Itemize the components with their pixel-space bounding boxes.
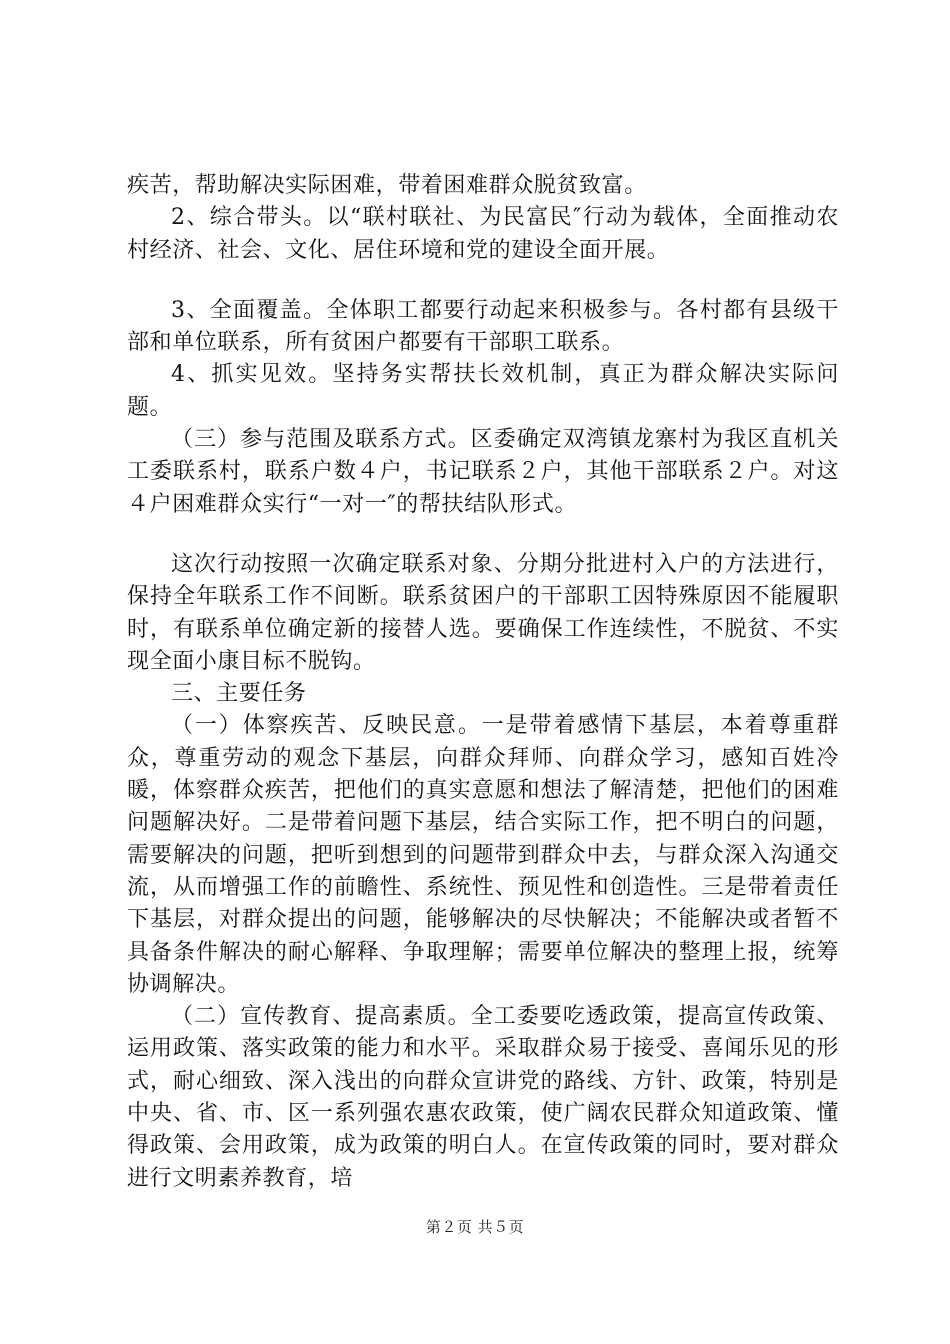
section-heading-main-tasks: 三、主要任务 bbox=[171, 681, 307, 707]
paragraph-action-method: 这次行动按照一次确定联系对象、分期分批进村入户的方法进行，保持全年联系工作不间断。联系贫困户的干部职工因特殊原因不能履职时，有联系单位确定新的接替人选。要确保工作连续性，不脱贫、不实现全面小康目标不脱钩。 bbox=[127, 551, 839, 674]
paragraph-continuation: 疾苦，帮助解决实际困难，带着困难群众脱贫致富。 bbox=[127, 173, 647, 198]
paragraph-item-3: 3、全面覆盖。全体职工都要行动起来积极参与。各村都有县级干部和单位联系，所有贫困户都要有干部职工联系。 bbox=[127, 297, 839, 356]
page-footer: 第２页 共５页 bbox=[425, 1218, 525, 1236]
paragraph-task-1: （一）体察疾苦、反映民意。一是带着感情下基层，本着尊重群众，尊重劳动的观念下基层，向群众拜师、向群众学习，感知百姓冷暖，体察群众疾苦，把他们的真实意愿和想法了解清楚，把他们的困难问题解决好。二是带着问题下基层，结合实际工作，把不明白的问题，需要解决的问题，把听到想到的问题带到群众中去，与群众深入沟通交流，从而增强工作的前瞻性、系统性、预见性和创造性。三是带着责任下基层，对群众提出的问题，能够解决的尽快解决；不能解决或者暂不具备条件解决的耐心解释、争取理解；需要单位解决的整理上报，统筹协调解决。 bbox=[127, 713, 839, 997]
paragraph-section-3-scope: （三）参与范围及联系方式。区委确定双湾镇龙寨村为我区直机关工委联系村，联系户数４户，书记联系２户，其他干部联系２户。对这４户困难群众实行“一对一″的帮扶结队形式。 bbox=[127, 427, 839, 517]
paragraph-item-2: 2、综合带头。以“联村联社、为民富民″行动为载体，全面推动农村经济、社会、文化、居住环境和党的建设全面开展。 bbox=[127, 205, 839, 263]
document-body bbox=[127, 170, 839, 1195]
paragraph-item-4: 4、抓实见效。坚持务实帮扶长效机制，真正为群众解决实际问题。 bbox=[127, 362, 839, 420]
paragraph-task-2: （二）宣传教育、提高素质。全工委要吃透政策，提高宣传政策、运用政策、落实政策的能力和水平。采取群众易于接受、喜闻乐见的形式，耐心细致、深入浅出的向群众宣讲党的路线、方针、政策，特别是中央、省、市、区一系列强农惠农政策，使广阔农民群众知道政策、懂得政策、会用政策，成为政策的明白人。在宣传政策的同时，要对群众进行文明素养教育，培 bbox=[127, 1004, 839, 1191]
